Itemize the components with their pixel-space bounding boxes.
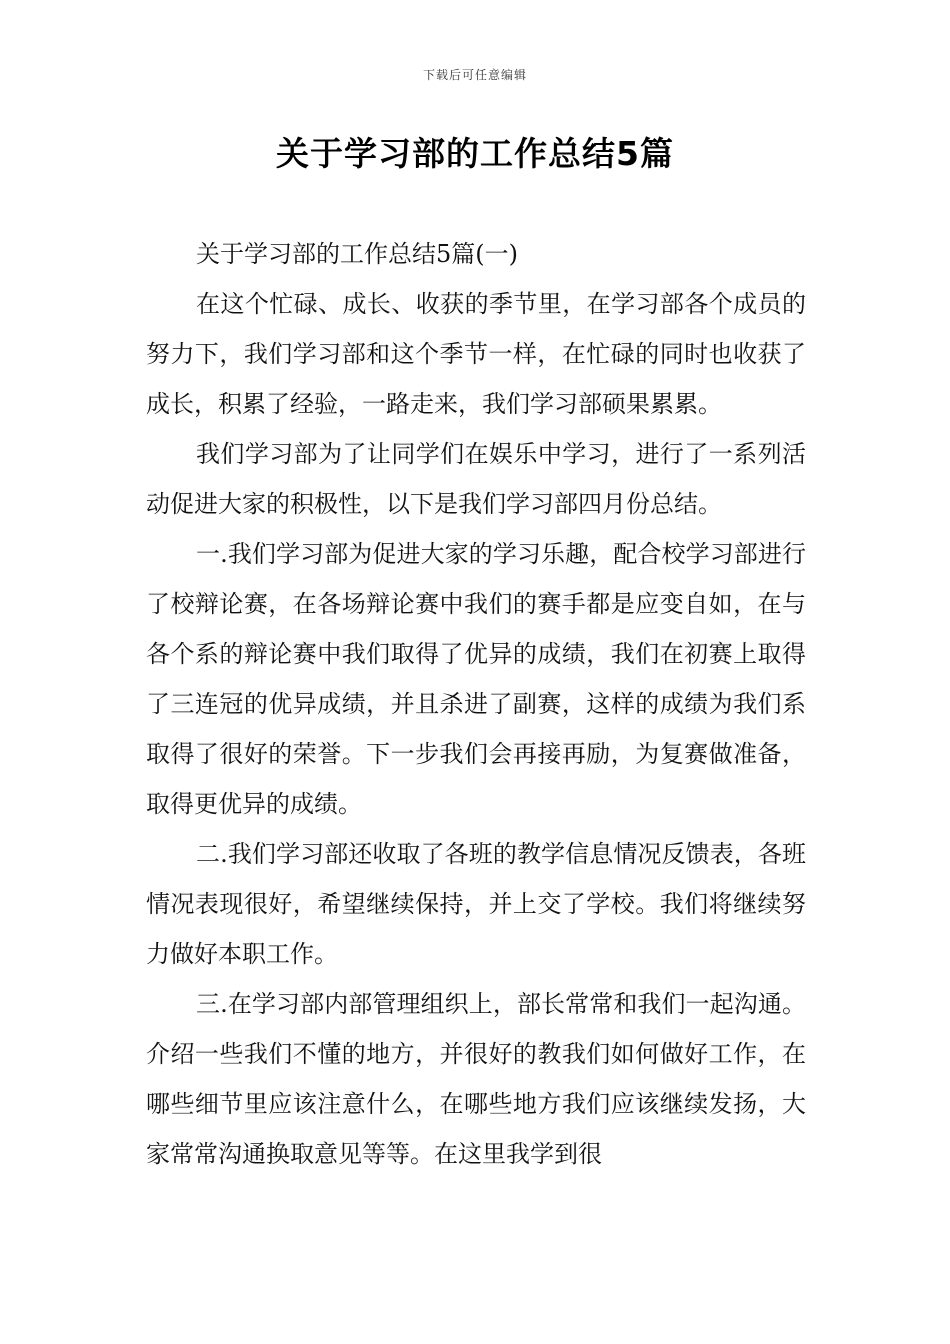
paragraph-2: 我们学习部为了让同学们在娱乐中学习，进行了一系列活动促进大家的积极性，以下是我们学习部四月份总结。 bbox=[146, 440, 806, 518]
paragraph-4: 二.我们学习部还收取了各班的教学信息情况反馈表，各班情况表现很好，希望继续保持，并上交了学校。我们将继续努力做好本职工作。 bbox=[146, 840, 806, 968]
page-title: 关于学习部的工作总结5篇 bbox=[276, 134, 674, 173]
document-body bbox=[146, 229, 806, 1179]
paragraph-3: 一.我们学习部为促进大家的学习乐趣，配合校学习部进行了校辩论赛，在各场辩论赛中我们的赛手都是应变自如，在与各个系的辩论赛中我们取得了优异的成绩，我们在初赛上取得了三连冠的优异成绩，并且杀进了副赛，这样的成绩为我们系取得了很好的荣誉。下一步我们会再接再励，为复赛做准备，取得更优异的成绩。 bbox=[146, 540, 806, 818]
paragraph-1: 在这个忙碌、成长、收获的季节里，在学习部各个成员的努力下，我们学习部和这个季节一样，在忙碌的同时也收获了成长，积累了经验，一路走来，我们学习部硕果累累。 bbox=[146, 290, 806, 418]
header-note: 下载后可任意编辑 bbox=[422, 68, 527, 82]
section-subtitle: 关于学习部的工作总结5篇(一) bbox=[196, 240, 518, 268]
paragraph-5: 三.在学习部内部管理组织上，部长常常和我们一起沟通。介绍一些我们不懂的地方，并很好的教我们如何做好工作，在哪些细节里应该注意什么，在哪些地方我们应该继续发扬，大家常常沟通换取意见等等。在这里我学到很 bbox=[146, 990, 806, 1168]
